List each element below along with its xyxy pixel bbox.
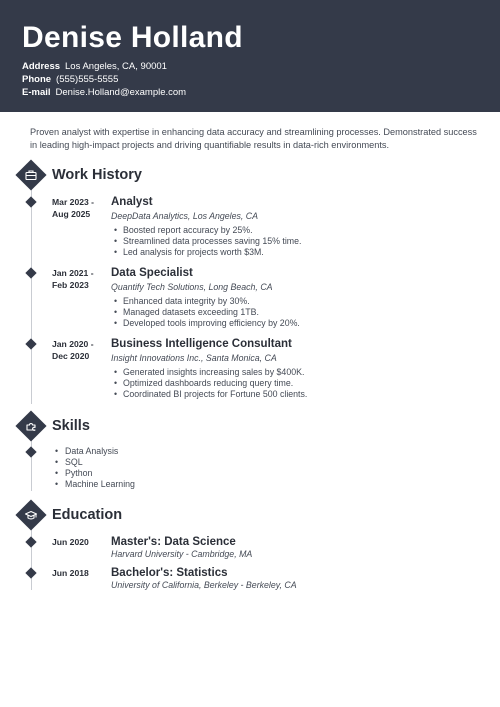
puzzle-icon bbox=[15, 410, 46, 441]
graduation-cap-icon bbox=[15, 499, 46, 530]
phone-label: Phone bbox=[22, 74, 52, 85]
phone-value: (555)555-5555 bbox=[56, 74, 119, 85]
job-date-end: Dec 2020 bbox=[52, 351, 90, 361]
job-bullet: • Developed tools improving efficiency by 20%. bbox=[111, 318, 300, 329]
job-date-end: Feb 2023 bbox=[52, 280, 89, 290]
job-bullets bbox=[111, 296, 300, 329]
job-date-start: Mar 2023 - bbox=[52, 197, 95, 207]
education-date: Jun 2018 bbox=[52, 568, 89, 578]
education-date: Jun 2020 bbox=[52, 537, 89, 547]
job-company: DeepData Analytics, Los Angeles, CA bbox=[111, 211, 259, 221]
skill-item: • SQL bbox=[52, 457, 135, 468]
address-label: Address bbox=[22, 61, 61, 72]
skills-list bbox=[52, 446, 135, 490]
section-title-skills: Skills bbox=[52, 418, 90, 434]
timeline-marker bbox=[25, 196, 36, 207]
job-bullet: • Led analysis for projects worth $3M. bbox=[111, 247, 301, 258]
education-school: Harvard University - Cambridge, MA bbox=[111, 549, 253, 559]
job-bullet: • Optimized dashboards reducing query time. bbox=[111, 378, 307, 389]
timeline-marker bbox=[25, 567, 36, 578]
job-bullet: • Enhanced data integrity by 30%. bbox=[111, 296, 300, 307]
email-value: Denise.Holland@example.com bbox=[55, 87, 187, 98]
education-degree: Master's: Data Science bbox=[111, 536, 236, 548]
job-bullets bbox=[111, 367, 307, 400]
timeline-marker bbox=[25, 536, 36, 547]
job-bullet: • Managed datasets exceeding 1TB. bbox=[111, 307, 300, 318]
job-bullet: • Coordinated BI projects for Fortune 500 clients. bbox=[111, 389, 307, 400]
job-title: Business Intelligence Consultant bbox=[111, 338, 292, 350]
job-company: Quantify Tech Solutions, Long Beach, CA bbox=[111, 282, 273, 292]
job-company: Insight Innovations Inc., Santa Monica, CA bbox=[111, 353, 277, 363]
skill-item: • Python bbox=[52, 468, 135, 479]
briefcase-icon bbox=[15, 159, 46, 190]
contact-phone bbox=[22, 74, 118, 86]
contact-address bbox=[22, 61, 167, 73]
work-timeline-line bbox=[31, 186, 32, 404]
job-date bbox=[52, 338, 108, 362]
job-date bbox=[52, 196, 108, 220]
job-bullet: • Generated insights increasing sales by $400K. bbox=[111, 367, 307, 378]
contact-email bbox=[22, 87, 186, 99]
section-title-education: Education bbox=[52, 507, 123, 523]
skill-item: • Machine Learning bbox=[52, 479, 135, 490]
timeline-marker bbox=[25, 267, 36, 278]
timeline-marker bbox=[25, 338, 36, 349]
job-date-start: Jan 2021 - bbox=[52, 268, 94, 278]
candidate-name: Denise Holland bbox=[22, 21, 243, 54]
email-label: E-mail bbox=[22, 87, 51, 98]
address-value: Los Angeles, CA, 90001 bbox=[65, 61, 167, 72]
job-title: Data Specialist bbox=[111, 267, 193, 279]
job-bullets bbox=[111, 225, 301, 258]
job-title: Analyst bbox=[111, 196, 153, 208]
skills-timeline-line bbox=[31, 437, 32, 491]
education-degree: Bachelor's: Statistics bbox=[111, 567, 228, 579]
skill-item: • Data Analysis bbox=[52, 446, 135, 457]
job-bullet: • Boosted report accuracy by 25%. bbox=[111, 225, 301, 236]
education-school: University of California, Berkeley - Berkeley, CA bbox=[111, 580, 297, 590]
job-date-end: Aug 2025 bbox=[52, 209, 91, 219]
job-date bbox=[52, 267, 108, 291]
section-title-work-history: Work History bbox=[52, 167, 142, 183]
job-bullet: • Streamlined data processes saving 15% time. bbox=[111, 236, 301, 247]
resume-header bbox=[0, 0, 500, 112]
professional-summary: Proven analyst with expertise in enhancing data accuracy and streamlining processes. Demonstrated success in leading high-impact projects and driving quantifiable results in data-rich environments. bbox=[30, 127, 477, 150]
timeline-marker bbox=[25, 446, 36, 457]
job-date-start: Jan 2020 - bbox=[52, 339, 94, 349]
